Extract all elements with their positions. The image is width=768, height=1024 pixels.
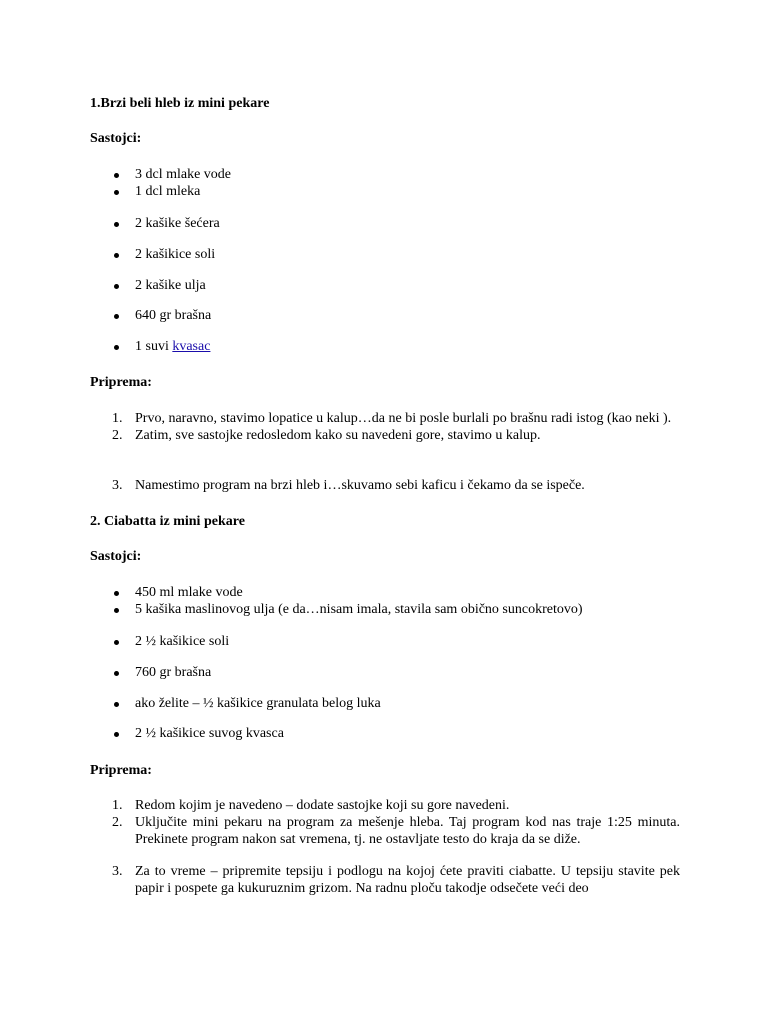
recipe-1-ingredients-list (90, 277, 680, 294)
recipe-2-ingredients-list (90, 633, 680, 650)
list-item: 3. Namestimo program na brzi hleb i…skuvamo sebi kaficu i čekamo da se ispeče. (112, 478, 585, 493)
list-item: 2 kašikice soli (90, 246, 680, 263)
list-item: 1. Prvo, naravno, stavimo lopatice u kalup…da ne bi posle burlali po brašnu radi istog (kao neki ). (112, 411, 672, 426)
list-item: 2. Zatim, sve sastojke redosledom kako su navedeni gore, stavimo u kalup. (112, 428, 541, 443)
list-item: 2 kašike ulja (90, 277, 680, 294)
list-item: 1 dcl mleka (90, 183, 680, 200)
recipe-2-steps (90, 863, 680, 897)
list-item: ako želite – ½ kašikice granulata belog luka (90, 695, 680, 712)
recipe-2-prep-heading: Priprema: (90, 763, 152, 778)
list-item: 2 kašike šećera (90, 215, 680, 232)
list-item: 2 ½ kašikice suvog kvasca (90, 725, 680, 742)
list-item: 2 ½ kašikice soli (90, 633, 680, 650)
recipe-1-steps (90, 410, 680, 444)
recipe-1-prep-heading: Priprema: (90, 375, 152, 390)
recipe-2-title: 2. Ciabatta iz mini pekare (90, 514, 245, 529)
list-item: 3 dcl mlake vode (90, 166, 680, 183)
recipe-1-steps (90, 477, 680, 494)
recipe-2-ingredients-list (90, 584, 680, 618)
recipe-1-ingredients-list (90, 307, 680, 324)
recipe-1-title: 1.Brzi beli hleb iz mini pekare (90, 96, 270, 111)
recipe-1-ingredients-list (90, 166, 680, 200)
list-item: 5 kašika maslinovog ulja (e da…nisam imala, stavila sam obično suncokretovo) (90, 601, 680, 618)
recipe-2-steps (90, 797, 680, 848)
recipe-1-ingredients-heading: Sastojci: (90, 131, 142, 146)
ingredient-text: 1 suvi (135, 339, 169, 354)
recipe-1-ingredients-list (90, 215, 680, 232)
kvasac-link[interactable]: kvasac (172, 339, 211, 354)
recipe-2-ingredients-heading: Sastojci: (90, 549, 142, 564)
list-item: 2. Uključite mini pekaru na program za mešenje hleba. Taj program kod nas traje 1:25 minuta. Prekinete program nakon sat vremena, tj. ne ostavljate testo do kraja da se diže. (112, 815, 680, 847)
list-item: 760 gr brašna (90, 664, 680, 681)
recipe-1-ingredients-list (90, 338, 680, 355)
list-item: 3. Za to vreme – pripremite tepsiju i podlogu na kojoj ćete praviti ciabatte. U tepsiju stavite pek papir i pospete ga kukuruznim grizom. Na radnu ploču takodje odsečete veći deo (112, 864, 680, 896)
recipe-2-ingredients-list (90, 725, 680, 742)
list-item: 450 ml mlake vode (90, 584, 680, 601)
recipe-1-ingredients-list (90, 246, 680, 263)
list-item (90, 338, 680, 355)
recipe-2-ingredients-list (90, 664, 680, 681)
recipe-2-ingredients-list (90, 695, 680, 712)
list-item: 1. Redom kojim je navedeno – dodate sastojke koji su gore navedeni. (112, 798, 510, 813)
list-item: 640 gr brašna (90, 307, 680, 324)
